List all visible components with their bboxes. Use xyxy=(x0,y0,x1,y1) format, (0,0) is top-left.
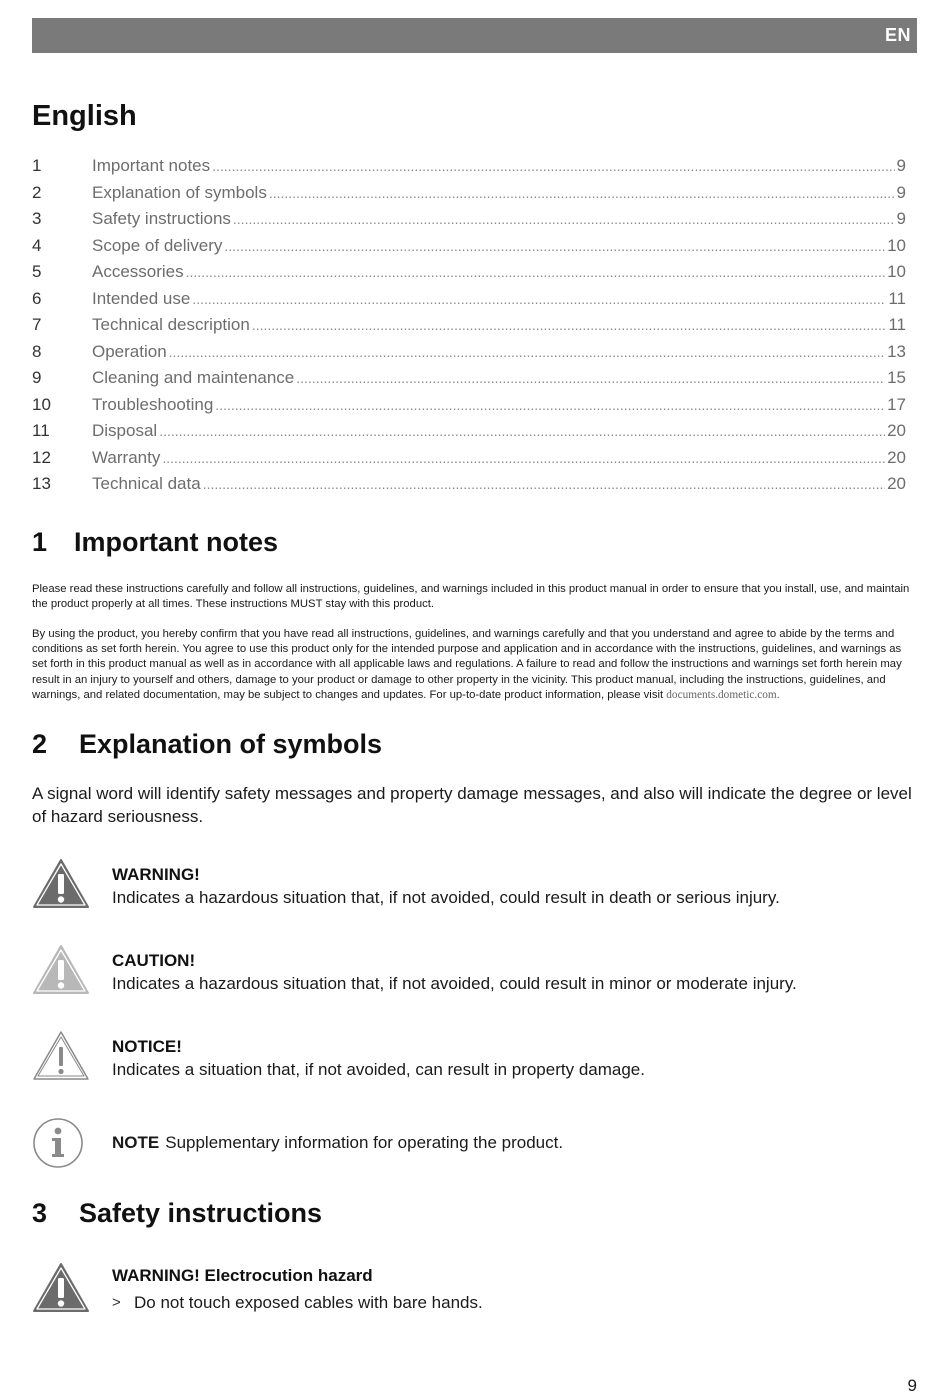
toc-page: 9 xyxy=(896,182,906,202)
toc-title: Disposal xyxy=(92,421,158,440)
safety-warning-block xyxy=(112,1264,912,1287)
warning-label: WARNING! xyxy=(112,865,200,884)
toc-title: Explanation of symbols xyxy=(92,182,267,202)
toc-leader-dots xyxy=(215,397,885,413)
paragraph-text: By using the product, you hereby confirm that you have read all instructions, guidelines, and warnings carefully and that you understand and agree to abide by the terms and conditions as set forth herein. You agree to use this product only for the intended purpose and application and in accordance with the instructions, guidelines, and warnings as set forth in this product manual as well as in accordance with all applicable laws and regulations. A failure to read and follow the instructions and warnings set forth herein may result in an injury to yourself and others, damage to your product or damage to other property in the vicinity. This product manual, including the instructions, guidelines, and warnings, and related documentation, may be subject to changes and updates. For up-to-date product information, please visit xyxy=(32,628,902,701)
toc-leader-dots xyxy=(186,264,885,280)
toc-entry[interactable] xyxy=(32,289,906,316)
toc-title: Accessories xyxy=(92,262,184,281)
toc-leader-dots xyxy=(169,344,885,360)
toc-leader-dots xyxy=(212,158,894,174)
toc-page: 20 xyxy=(887,474,906,493)
safety-warning-label: WARNING! Electrocution hazard xyxy=(112,1266,373,1285)
toc-title: Intended use xyxy=(92,288,191,308)
warning-description: Indicates a hazardous situation that, if not avoided, could result in death or serious injury. xyxy=(112,888,780,907)
caution-description: Indicates a hazardous situation that, if not avoided, could result in minor or moderate injury. xyxy=(112,974,797,993)
toc-number: 9 xyxy=(32,368,42,387)
info-icon xyxy=(32,1117,84,1169)
toc-title: Warranty xyxy=(92,447,161,467)
notice-block xyxy=(112,1035,912,1081)
toc-title: Important notes xyxy=(92,156,211,175)
caution-label: CAUTION! xyxy=(112,951,196,970)
toc-number: 12 xyxy=(32,447,51,467)
toc-page: 10 xyxy=(887,262,906,281)
toc-title: Safety instructions xyxy=(92,209,231,228)
toc-page: 20 xyxy=(887,421,906,440)
toc-entry[interactable] xyxy=(32,183,906,210)
note-description: Supplementary information for operating the product. xyxy=(165,1133,564,1152)
toc-entry[interactable] xyxy=(32,209,906,236)
page-number: 9 xyxy=(907,1376,917,1395)
toc-page: 17 xyxy=(887,394,906,414)
toc-number: 8 xyxy=(32,341,42,361)
note-block xyxy=(112,1133,563,1153)
toc-number: 3 xyxy=(32,209,42,228)
notice-description: Indicates a situation that, if not avoided, can result in property damage. xyxy=(112,1060,645,1079)
toc-leader-dots xyxy=(159,423,885,439)
symbols-intro: A signal word will identify safety messages and property damage messages, and also will indicate the degree or level of hazard seriousness. xyxy=(32,784,912,826)
toc-entry[interactable] xyxy=(32,395,906,422)
language-bar xyxy=(32,18,917,53)
toc-entry[interactable] xyxy=(32,474,906,501)
page-title: English xyxy=(32,100,137,132)
toc-entry[interactable] xyxy=(32,236,906,263)
toc-leader-dots xyxy=(162,450,885,466)
toc-title: Technical description xyxy=(92,315,250,334)
toc-number: 7 xyxy=(32,315,42,334)
toc-leader-dots xyxy=(203,476,885,492)
toc-leader-dots xyxy=(269,185,895,201)
section-number: 3 xyxy=(32,1198,48,1228)
warning-block xyxy=(112,863,912,909)
notice-label: NOTICE! xyxy=(112,1037,182,1056)
toc-title: Scope of delivery xyxy=(92,235,223,255)
toc-page: 11 xyxy=(888,315,906,334)
toc-page: 11 xyxy=(888,288,906,308)
section-title: Safety instructions xyxy=(79,1198,323,1228)
documents-link[interactable]: documents.dometic.com. xyxy=(666,688,780,701)
list-item-text: Do not touch exposed cables with bare hands. xyxy=(134,1293,483,1312)
toc-entry[interactable] xyxy=(32,342,906,369)
toc-entry[interactable] xyxy=(32,448,906,475)
safety-instructions-list xyxy=(112,1291,483,1314)
toc-title: Troubleshooting xyxy=(92,394,214,414)
notice-triangle-icon xyxy=(32,1030,90,1082)
toc-number: 1 xyxy=(32,156,42,175)
caution-block xyxy=(112,949,912,995)
toc-title: Operation xyxy=(92,341,167,361)
toc-number: 13 xyxy=(32,474,51,493)
section-heading-explanation-of-symbols xyxy=(32,729,382,760)
toc-leader-dots xyxy=(224,238,885,254)
table-of-contents xyxy=(32,156,906,501)
chevron-right-icon: > xyxy=(112,1294,121,1311)
toc-page: 9 xyxy=(896,209,906,228)
toc-page: 13 xyxy=(887,341,906,361)
toc-page: 15 xyxy=(887,368,906,387)
toc-number: 5 xyxy=(32,262,42,281)
section-title: Important notes xyxy=(74,527,279,557)
toc-page: 10 xyxy=(887,235,906,255)
toc-entry[interactable] xyxy=(32,315,906,342)
section-title: Explanation of symbols xyxy=(79,729,383,759)
toc-number: 11 xyxy=(32,421,50,440)
toc-leader-dots xyxy=(296,370,885,386)
section-heading-safety-instructions xyxy=(32,1198,322,1229)
toc-entry[interactable] xyxy=(32,262,906,289)
toc-leader-dots xyxy=(252,317,887,333)
toc-leader-dots xyxy=(192,291,886,307)
note-label: NOTE xyxy=(112,1133,160,1152)
toc-number: 2 xyxy=(32,182,42,202)
list-item xyxy=(112,1291,483,1314)
toc-entry[interactable] xyxy=(32,368,906,395)
toc-page: 9 xyxy=(896,156,906,175)
toc-title: Technical data xyxy=(92,474,201,493)
language-code: EN xyxy=(884,25,911,45)
toc-title: Cleaning and maintenance xyxy=(92,368,295,387)
toc-leader-dots xyxy=(233,211,895,227)
important-notes-paragraph-1: Please read these instructions carefully and follow all instructions, guidelines, and warnings included in this product manual in order to ensure that you install, use, and maintain the product properly at all times. These instructions MUST stay with this product. xyxy=(32,583,910,611)
important-notes-paragraph-2 xyxy=(32,627,917,703)
section-heading-important-notes xyxy=(32,527,278,558)
section-number: 1 xyxy=(32,527,48,557)
toc-page: 20 xyxy=(887,447,906,467)
toc-entry[interactable] xyxy=(32,156,906,183)
toc-number: 6 xyxy=(32,288,42,308)
section-number: 2 xyxy=(32,729,48,759)
warning-triangle-icon xyxy=(32,858,90,910)
electrocution-warning-icon xyxy=(32,1262,90,1314)
toc-number: 10 xyxy=(32,394,51,414)
toc-entry[interactable] xyxy=(32,421,906,448)
toc-number: 4 xyxy=(32,235,42,255)
caution-triangle-icon xyxy=(32,944,90,996)
